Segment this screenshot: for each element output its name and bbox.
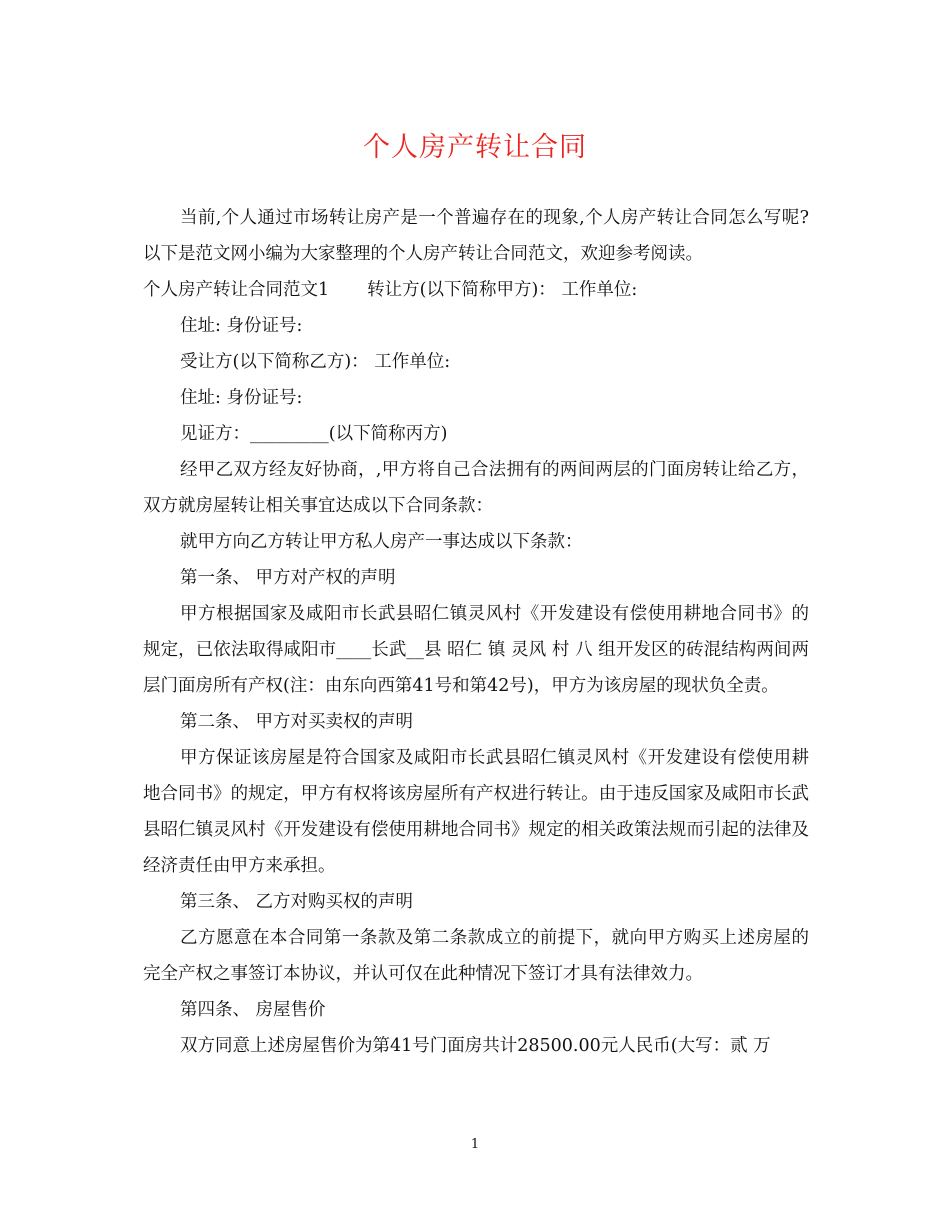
terms-paragraph: 就甲方向乙方转让甲方私人房产一事达成以下条款： bbox=[180, 532, 583, 552]
article-1-body: 甲方根据国家及咸阳市长武县昭仁镇灵风村《开发建设有偿使用耕地合同书》的规定，已依法取得咸阳市____长武__县 昭仁 镇 灵风 村 八 组开发区的砖混结构两间两层门面房所有产权(注：由东向西第41号和第42号)，甲方为该房屋的现状负全责。 bbox=[143, 604, 809, 696]
witness-line: 见证方：_________(以下简称丙方) bbox=[180, 424, 448, 444]
transferee-line: 受让方(以下简称乙方)： 工作单位: bbox=[180, 352, 451, 372]
address-line-2: 住址: 身份证号: bbox=[180, 388, 303, 408]
sample-heading-line bbox=[143, 272, 809, 308]
article-1-heading: 第一条、 甲方对产权的声明 bbox=[180, 568, 396, 588]
article-3-heading: 第三条、 乙方对购买权的声明 bbox=[180, 892, 414, 912]
article-3-body: 乙方愿意在本合同第一条款及第二条款成立的前提下，就向甲方购买上述房屋的完全产权之事签订本协议，并认可仅在此种情况下签订才具有法律效力。 bbox=[143, 928, 809, 984]
negotiation-paragraph: 经甲乙双方经友好协商，,甲方将自己合法拥有的两间两层的门面房转让给乙方，双方就房屋转让相关事宜达成以下合同条款： bbox=[143, 460, 809, 516]
transferor-line: 转让方(以下简称甲方)： 工作单位: bbox=[367, 280, 638, 300]
article-4-body: 双方同意上述房屋售价为第41号门面房共计28500.00元人民币(大写：贰 万 bbox=[180, 1036, 771, 1056]
page-number: 1 bbox=[470, 1137, 480, 1152]
address-line-1: 住址: 身份证号: bbox=[180, 316, 303, 336]
article-4-heading: 第四条、 房屋售价 bbox=[180, 1000, 326, 1020]
intro-paragraph: 当前,个人通过市场转让房产是一个普遍存在的现象,个人房产转让合同怎么写呢?以下是范文网小编为大家整理的个人房产转让合同范文，欢迎参考阅读。 bbox=[143, 208, 809, 264]
article-2-heading: 第二条、 甲方对买卖权的声明 bbox=[180, 712, 414, 732]
article-2-body: 甲方保证该房屋是符合国家及咸阳市长武县昭仁镇灵风村《开发建设有偿使用耕地合同书》的规定，甲方有权将该房屋所有产权进行转让。由于违反国家及咸阳市长武县昭仁镇灵风村《开发建设有偿使用耕地合同书》规定的相关政策法规而引起的法律及经济责任由甲方来承担。 bbox=[143, 748, 809, 876]
sample-heading: 个人房产转让合同范文1 bbox=[143, 280, 330, 300]
document-body bbox=[143, 200, 809, 1064]
document-title: 个人房产转让合同 bbox=[363, 132, 587, 163]
